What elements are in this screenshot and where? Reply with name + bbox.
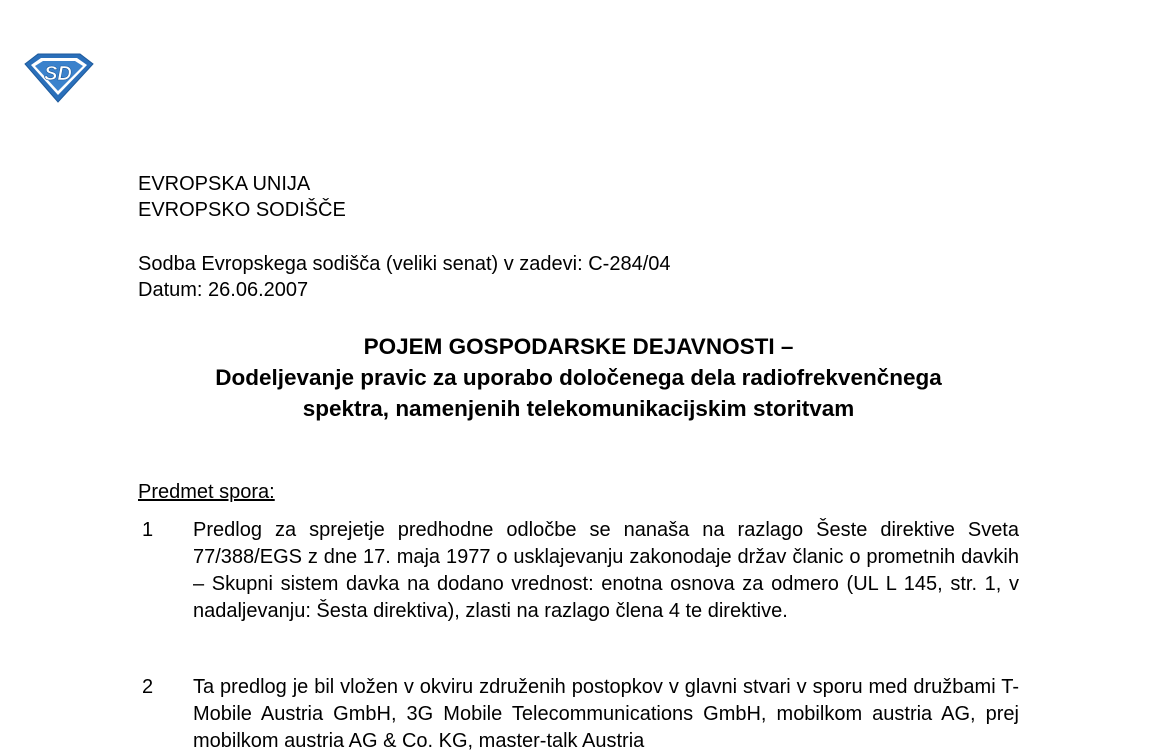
case-date: Datum: 26.06.2007 (138, 279, 309, 301)
logo-lettering: SD (44, 63, 72, 85)
court-name: EVROPSKO SODIŠČE (138, 199, 346, 221)
paragraph-number: 2 (142, 676, 154, 698)
case-info (138, 251, 671, 303)
paragraph-text: Predlog za sprejetje predhodne odločbe se nanaša na razlago Šeste direktive Sveta 77/388/EGS z dne 17. maja 1977 o usklajevanju zakonodaje držav članic o prometnih davkih – Skupni sistem davka na dodano vrednost: enotna osnova za odmero (UL L 145, str. 1, v nadaljevanju: Šesta direktiva), zlasti na razlago člena 4 te direktive. (193, 519, 1019, 622)
case-reference: Sodba Evropskega sodišča (veliki senat) v zadevi: C-284/04 (138, 253, 671, 275)
document-title (138, 331, 1019, 424)
title-line-3: spektra, namenjenih telekomunikacijskim storitvam (302, 396, 855, 421)
paragraph-text: Ta predlog je bil vložen v okviru združenih postopkov v glavni stvari v sporu med družbami T-Mobile Austria GmbH, 3G Mobile Telecommunications GmbH, mobilkom austria AG, prej mobilkom austria AG & Co. KG, master-talk Austria (193, 676, 1019, 752)
title-line-2: Dodeljevanje pravic za uporabo določenega dela radiofrekvenčnega (215, 365, 942, 390)
logo-emblem-icon (22, 50, 96, 104)
union-name: EVROPSKA UNIJA (138, 173, 311, 195)
paragraph-number: 1 (142, 519, 154, 541)
section-heading: Predmet spora: (138, 481, 275, 503)
paragraph (138, 517, 1019, 625)
title-line-1: POJEM GOSPODARSKE DEJAVNOSTI – (363, 334, 794, 359)
court-logo (22, 50, 96, 104)
institution-header (138, 171, 346, 223)
